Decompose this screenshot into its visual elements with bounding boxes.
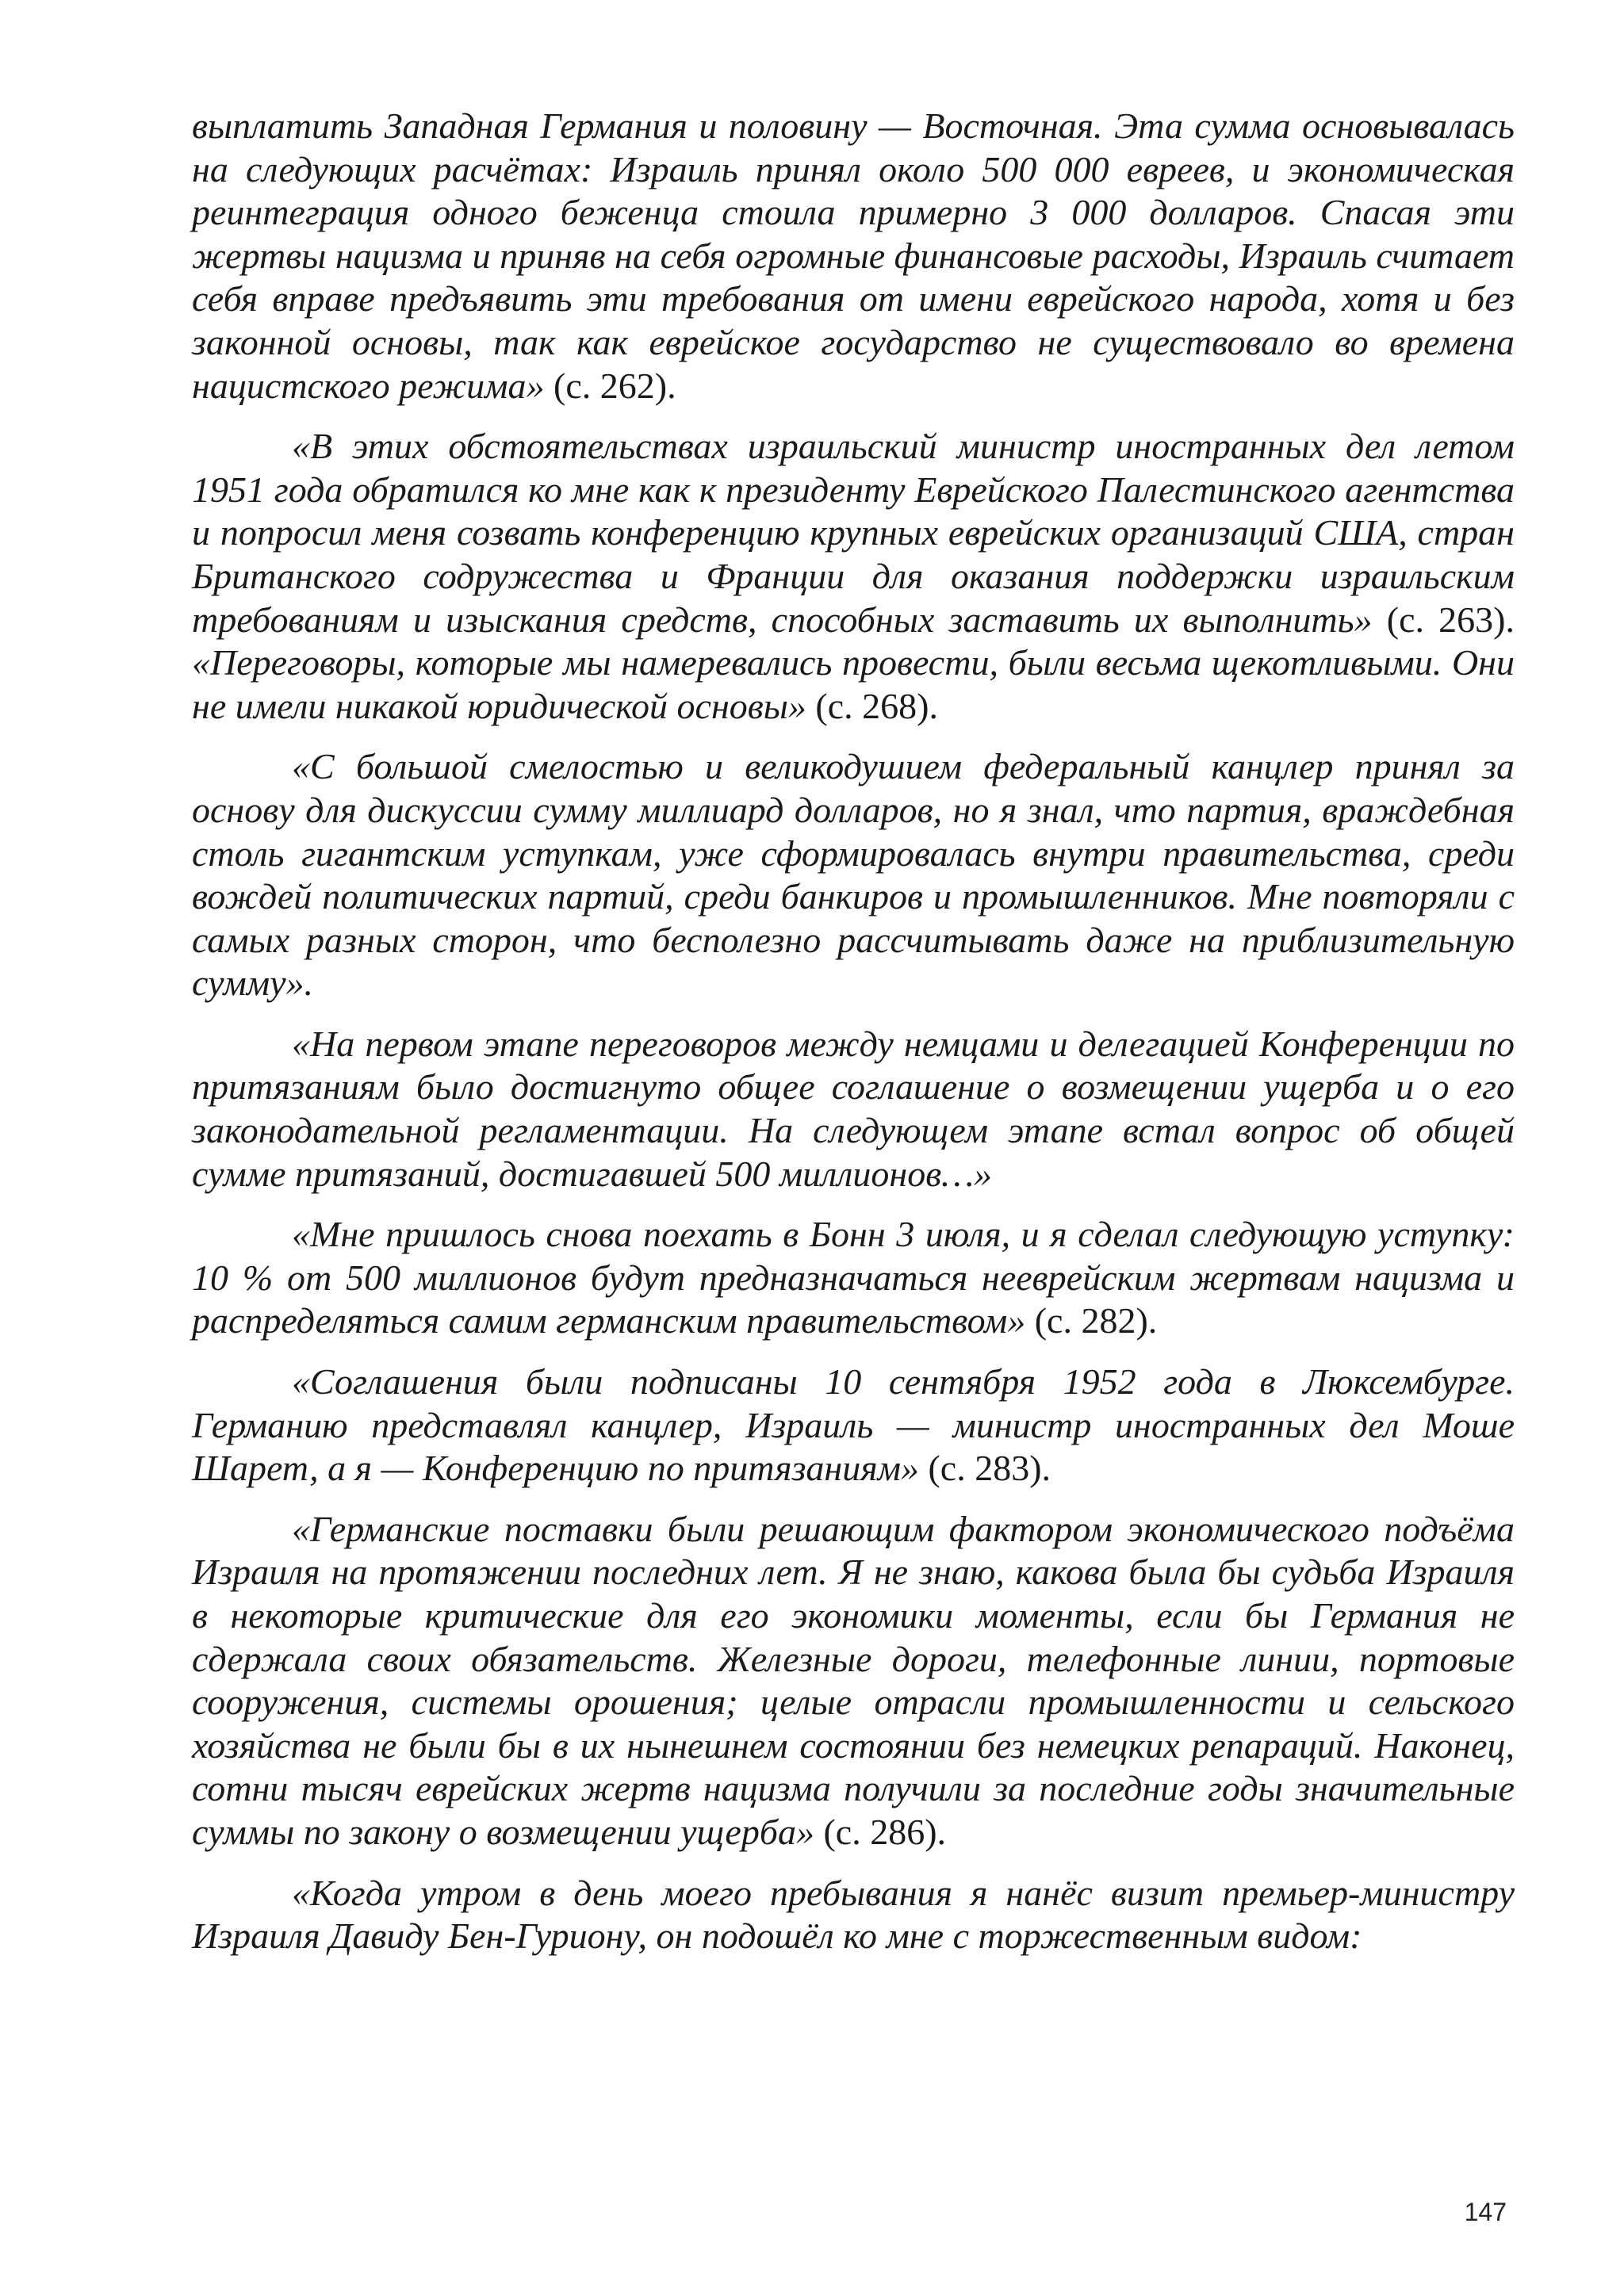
paragraph	[192, 1213, 1515, 1343]
quote-text: «Когда утром в день моего пребывания я нанёс визит премьер-министру Израиля Давиду Бен-Гуриону, он подошёл ко мне с торжественным видом:	[192, 1872, 1515, 1957]
page-reference: (с. 268).	[806, 685, 938, 726]
paragraph	[192, 1508, 1515, 1854]
page-reference: (с. 263).	[1372, 599, 1515, 640]
paragraph	[192, 105, 1515, 408]
paragraph	[192, 1360, 1515, 1490]
quote-text: «Германские поставки были решающим фактором экономического подъёма Израиля на протяжении последних лет. Я не знаю, какова была бы судьба Израиля в некоторые критические для его экономики моменты, если бы Германия не сдержала своих обязательств. Железные дороги, телефонные линии, портовые сооружения, системы орошения; целые отрасли промышленности и сельского хозяйства не были бы в их нынешнем состоянии без немецких репараций. Наконец, сотни тысяч еврейских жертв нацизма получили за последние годы значительные суммы по закону о возмещении ущерба»	[192, 1508, 1515, 1852]
page-reference: (с. 286).	[814, 1811, 947, 1852]
text-body	[192, 105, 1515, 1976]
quote-text: «Переговоры, которые мы намеревались провести, были весьма щекотливыми. Они не имели никакой юридической основы»	[192, 642, 1515, 726]
quote-text: «В этих обстоятельствах израильский министр иностранных дел летом 1951 года обратился ко мне как к президенту Еврейского Палестинского агентства и попросил меня созвать конференцию крупных еврейских организаций США, стран Британского содружества и Франции для оказания поддержки израильским требованиям и изыскания средств, способных заставить их выполнить»	[192, 426, 1515, 640]
page-number: 147	[1464, 2198, 1507, 2226]
paragraph	[192, 745, 1515, 1005]
quote-text: выплатить Западная Германия и половину — Восточная. Эта сумма основывалась на следующих расчётах: Израиль принял около 500 000 евреев, и экономическая реинтеграция одного беженца стоила примерно 3 000 долларов. Спасая эти жертвы нацизма и приняв на себя огромные финансовые расходы, Израиль считает себя вправе предъявить эти требования от имени еврейского народа, хотя и без законной основы, так как еврейское государство не существовало во времена нацистского режима»	[192, 105, 1515, 406]
quote-text: «Соглашения были подписаны 10 сентября 1952 года в Люксембурге. Германию представлял канцлер, Израиль — министр иностранных дел Моше Шарет, а я — Конференцию по притязаниям»	[192, 1361, 1515, 1489]
page-reference: (с. 282).	[1025, 1300, 1158, 1341]
paragraph	[192, 1872, 1515, 1958]
quote-text: «На первом этапе переговоров между немцами и делегацией Конференции по притязаниям было достигнуто общее соглашение о возмещении ущерба и о его законодательной регламентации. На следующем этапе встал вопрос об общей сумме притязаний, достигавшей 500 миллионов…»	[192, 1023, 1515, 1194]
quote-text: «Мне пришлось снова поехать в Бонн 3 июля, и я сделал следующую уступку: 10 % от 500 миллионов будут предназначаться нееврейским жертвам нацизма и распределяться самим германским правительством»	[192, 1214, 1515, 1341]
quote-text: «С большой смелостью и великодушием федеральный канцлер принял за основу для дискуссии сумму миллиард долларов, но я знал, что партия, враждебная столь гигантским уступкам, уже сформировалась внутри правительства, среди вождей политических партий, среди банкиров и промышленников. Мне повторяли с самых разных сторон, что бесполезно рассчитывать даже на приблизительную сумму».	[192, 746, 1515, 1004]
page-reference: (с. 262).	[544, 365, 676, 406]
page-reference: (с. 283).	[918, 1448, 1051, 1489]
paragraph	[192, 1023, 1515, 1196]
paragraph	[192, 425, 1515, 728]
